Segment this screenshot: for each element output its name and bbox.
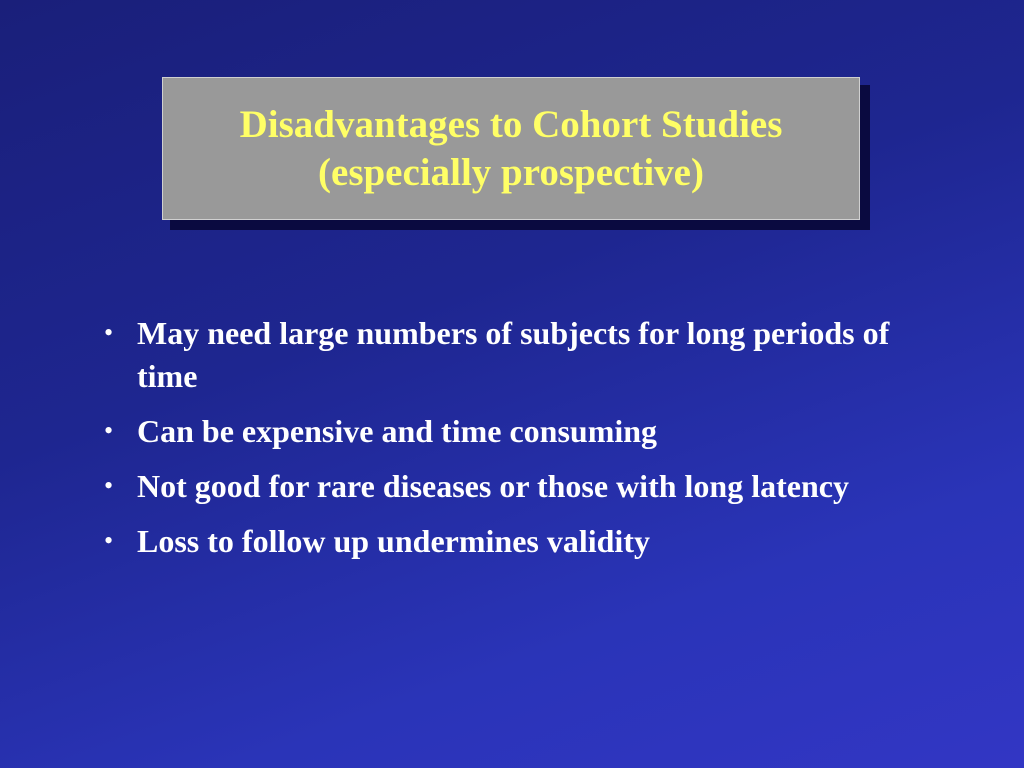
bullet-icon: • xyxy=(104,471,114,500)
bullet-item xyxy=(100,465,920,508)
bullet-text: Loss to follow up undermines validity xyxy=(137,523,650,559)
bullet-item xyxy=(100,410,920,453)
title-box xyxy=(162,77,860,220)
bullet-list xyxy=(100,312,920,575)
bullet-icon: • xyxy=(104,318,114,347)
bullet-text: Not good for rare diseases or those with long latency xyxy=(137,468,849,504)
bullet-text: Can be expensive and time consuming xyxy=(137,413,658,449)
bullet-text: May need large numbers of subjects for long periods of time xyxy=(137,315,890,394)
bullet-icon: • xyxy=(104,526,114,555)
bullet-item xyxy=(100,520,920,563)
bullet-item xyxy=(100,312,920,398)
slide-title-line-2: (especially prospective) xyxy=(318,150,704,194)
bullet-icon: • xyxy=(104,416,114,445)
slide-title-line-1: Disadvantages to Cohort Studies xyxy=(239,102,783,146)
